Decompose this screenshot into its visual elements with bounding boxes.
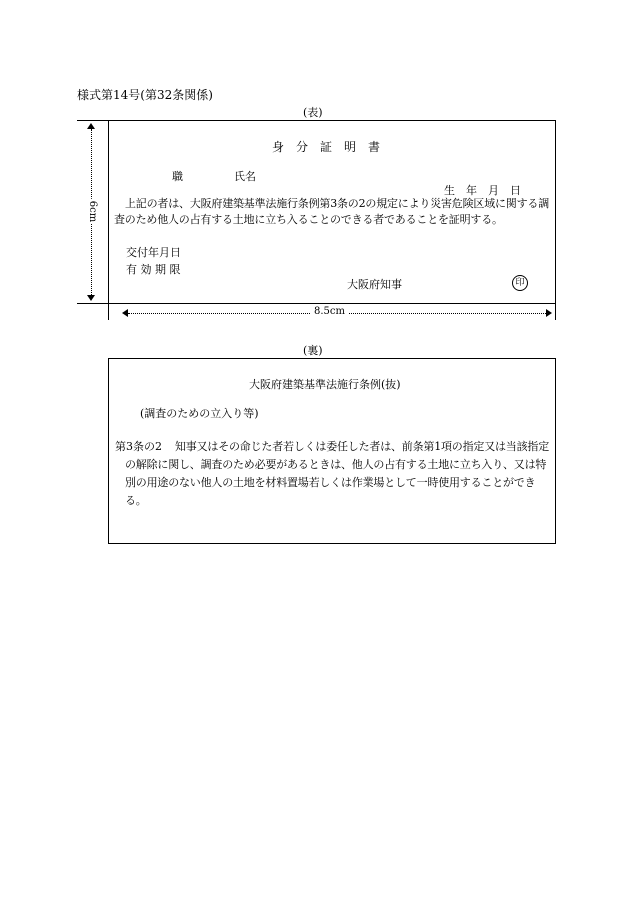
expiry-label: 有 効 期 限 bbox=[126, 263, 181, 276]
front-side-label: (表) bbox=[303, 106, 323, 119]
issue-date-label: 交付年月日 bbox=[126, 246, 181, 259]
seal-mark: 印 bbox=[512, 275, 528, 291]
article-text: 知事又はその命じた者若しくは委任した者は、前条第1項の指定又は当該指定の解除に関し、調査のため必要があるときは、他人の占有する土地に立ち入り、又は特別の用途のない他人の土地を材料置場若しくは作業場として一時使用することができる。 bbox=[125, 440, 549, 507]
name-label: 氏名 bbox=[234, 170, 256, 183]
article-caption: (調査のための立入り等) bbox=[140, 407, 259, 420]
birth-date-label: 生 年 月 日 bbox=[444, 184, 521, 197]
ordinance-title: 大阪府建築基準法施行条例(抜) bbox=[249, 378, 401, 391]
width-arrow-right-icon bbox=[546, 309, 552, 317]
shoku-label: 職 bbox=[172, 170, 183, 183]
height-dim-bottom-tick bbox=[77, 303, 108, 304]
height-arrow-down-icon bbox=[87, 295, 95, 301]
height-dimension-label: 6cm bbox=[87, 200, 99, 223]
form-number-header: 様式第14号(第32条関係) bbox=[77, 88, 213, 102]
width-dimension-label: 8.5cm bbox=[310, 306, 349, 317]
height-dim-top-tick bbox=[77, 120, 108, 121]
back-side-label: (裏) bbox=[303, 344, 323, 357]
width-dim-right-tick bbox=[555, 304, 556, 320]
width-dim-left-tick bbox=[108, 304, 109, 320]
issuer-name: 大阪府知事 bbox=[347, 278, 402, 291]
certification-text: 上記の者は、大阪府建築基準法施行条例第3条の2の規定により災害危険区域に関する調査のため他人の占有する土地に立ち入ることのできる者であることを証明する。 bbox=[114, 197, 549, 226]
article-number: 第3条の2 bbox=[115, 440, 162, 453]
certificate-title: 身 分 証 明 書 bbox=[272, 140, 381, 154]
